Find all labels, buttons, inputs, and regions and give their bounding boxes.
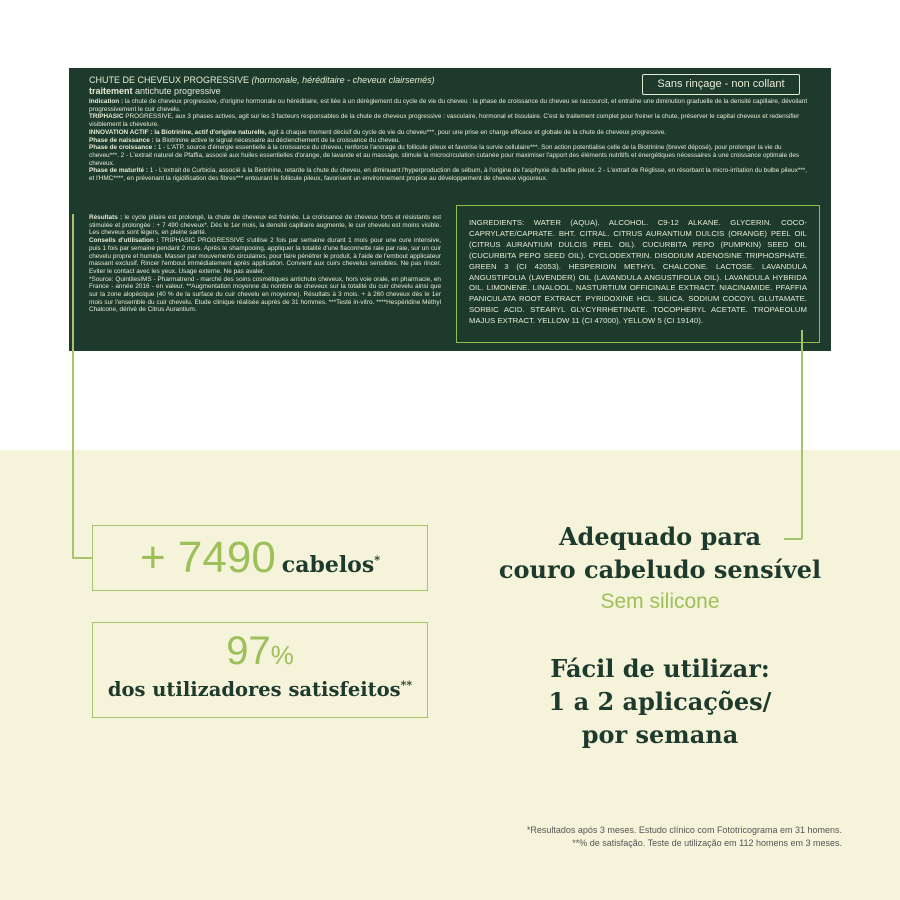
hair-count-box bbox=[92, 525, 428, 591]
satisfaction-percent: 97% bbox=[226, 629, 294, 673]
footnote-results: *Resultados após 3 meses. Estudo clínico com Fototricograma em 31 homens. bbox=[526, 825, 842, 835]
hair-count-row bbox=[93, 533, 427, 583]
ingredients-box bbox=[456, 205, 820, 343]
ingredients-list: INGREDIENTS: WATER (AQUA). ALCOHOL. C9-12 ALKANE. GLYCERIN. COCO-CAPRYLATE/CAPRATE. BHT. CITRAL. CITRUS AURANTIUM DULCIS (ORANGE) PEEL OIL (CITRUS AURANTIUM DULCIS PEEL OIL). CUCURBITA PEPO (PUMPKIN) SEED OIL (CUCURBITA PEPO SEED OIL). CYCLODEXTRIN. DISODIUM ADENOSINE TRIPHOSPHATE. GREEN 3 (CI 42053). HESPERIDIN METHYL CHALCONE. LACTOSE. LAVANDULA ANGUSTIFOLIA (LAVENDER) OIL (LAVANDULA ANGUSTIFOLIA OIL). LAVANDULA HYBRIDA OIL. LIMONENE. LINALOOL. NASTURTIUM OFFICINALE EXTRACT. NIACINAMIDE. PFAFFIA PANICULATA ROOT EXTRACT. PYRIDOXINE HCL. SILICA. SODIUM COCOYL GLUTAMATE. SORBIC ACID. STEARYL GLYCYRRHETINATE. TOCOPHERYL ACETATE. TROPAEOLUM MAJUS EXTRACT. YELLOW 11 (CI 47000). YELLOW 5 (CI 19140). bbox=[469, 218, 807, 326]
no-rinse-badge: Sans rinçage - non collant bbox=[642, 74, 800, 95]
hair-count-label: cabelos* bbox=[281, 552, 381, 578]
label-description: Indication : la chute de cheveux progressive, d'origine hormonale ou héréditaire, est liée à un dérèglement du cycle de vie du cheveu : la phase de croissance du cheveu se raccourcit, et entraîne une diminution graduelle de la densité capillaire, dévoilant progressivement le cuir chevelu. TRIPHASIC PROGRESSIVE, aux 3 phases actives, agit sur les 3 facteurs responsables de la chute de cheveux progressive : vasculaire, hormonal et tissulaire. C'est le traitement complet pour freiner la chute, préserver le capital cheveux et redensifier visiblement la chevelure. INNOVATION ACTIF : la Biotrinine, actif d'origine naturelle, agit à chaque moment décisif du cycle de vie du cheveu***, pour une prise en charge efficace et globale de la chute de cheveux progressive. Phase de naissance : la Biotrinine active le signal nécessaire au déclenchement de la croissance du cheveu. Phase de croissance : 1 - L'ATP, source d'énergie essentielle à la croissance du cheveu, renforce l'ancrage du follicule pileux et favorise la survie cellulaire***. Son action potentialise celle de la Biotrinine (brevet déposé), pour prolonger la vie du cheveu***. 2 - L'extrait naturel de Pfaffia, associé aux huiles essentielles d'orange, de lavande et au massage, stimule la microcirculation cutanée pour maximiser l'apport des éléments nutritifs et énergétiques nécessaires à une croissance optimale des cheveux. Phase de maturité : 1 - L'extrait de Curbicia, associé à la Biotrinine, retarde la chute du cheveu, en diminuant l'hyperproduction de sébum, à l'origine de l'asphyxie du bulbe pileux. 2 - L'extrait de Réglisse, en résorbant la micro-irritation du bulbe pileux***, et l'HMC****, en prévenant la rigidification des fibres*** entourant le follicule pileux, favorisent un environnement propice au développement de cheveux vigoureux. bbox=[89, 98, 808, 183]
satisfaction-box bbox=[92, 622, 428, 718]
label-results: Résultats : le cycle pilaire est prolongé, la chute de cheveux est freinée. La croissance de cheveux forts et résistants est stimulée et prolongée : + 7 490 cheveux*. Dès le 1er mois, la densité capillaire augmente, le cuir chevelu est moins visible. Les cheveux sont légers, en pleine santé. Conseils d'utilisation : TRIPHASIC PROGRESSIVE s'utilise 2 fois par semaine durant 1 mois pour une cure intensive, puis 1 fois par semaine pendant 2 mois. Après le shampooing, appliquer la totalité d'une flaconnette raie par raie, sur un cuir chevelu propre et humide. Masser par mouvements circulaires, pour faire pénétrer le produit, à l'aide de l'embout applicateur massant exclusif. Rincer l'embout immédiatement après application. Convient aux cuirs chevelus sensibles. Ne pas rincer. Eviter le contact avec les yeux. Usage externe. Ne pas avaler. *Source: QuintilesIMS - Pharmatrend - marché des soins cosmétiques antichute cheveux, hors voie orale, en pharmacie, en France - année 2016 - en valeur. **Augmentation moyenne du nombre de cheveux sur la totalité du cuir chevelu ainsi que sur la zone alopécique (40 % de la surface du cuir chevelu en moyenne). Résultats à 3 mois. + à 260 cheveux dès le 1er mois sur l'ensemble du cuir chevelu. Etude clinique réalisée auprès de 31 hommes. ***Testé in-vitro. ****Hespéridine Méthyl Chalcone, dérivé de Citrus Aurantium. bbox=[89, 214, 441, 314]
label-subtitle: traitement antichute progressive bbox=[89, 86, 221, 96]
silicone-free-claim: Sem silicone bbox=[600, 590, 720, 613]
hair-count-number: + 7490 bbox=[139, 533, 276, 582]
connector-left-horizontal bbox=[72, 557, 92, 559]
satisfaction-label: dos utilizadores satisfeitos** bbox=[107, 678, 413, 701]
footnote-satisfaction: **% de satisfação. Teste de utilização em 112 homens em 3 meses. bbox=[572, 838, 842, 848]
product-label-panel bbox=[69, 68, 831, 351]
label-title: CHUTE DE CHEVEUX PROGRESSIVE (hormonale, héréditaire - cheveux clairsemés) bbox=[89, 75, 435, 85]
connector-left-vertical bbox=[72, 214, 74, 558]
connector-right-vertical bbox=[801, 330, 803, 539]
sensitive-scalp-claim: Adequado para couro cabeludo sensível bbox=[498, 522, 822, 584]
easy-use-claim: Fácil de utilizar: 1 a 2 aplicações/ por semana bbox=[548, 654, 772, 749]
